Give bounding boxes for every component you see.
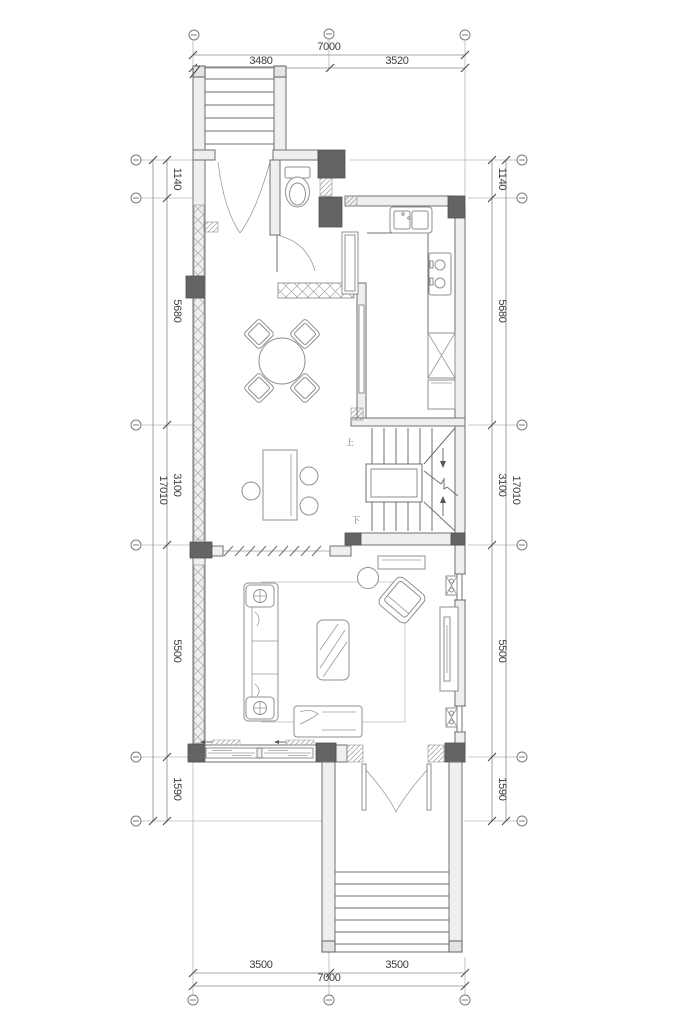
north-entry-stairs <box>190 66 286 150</box>
dim-right-seg5: 1590 <box>496 777 508 801</box>
dining-area <box>242 318 321 520</box>
dim-right-seg3: 3100 <box>496 473 508 497</box>
dining-table <box>259 338 305 384</box>
kitchen-cabinet <box>428 380 455 409</box>
wc-room <box>277 167 315 272</box>
dim-top-total: 7000 <box>317 41 341 53</box>
stair-up-label: 上 <box>346 438 354 447</box>
toilet-icon <box>285 167 310 207</box>
dim-bottom-total: 7000 <box>317 972 341 984</box>
console-table <box>378 556 425 569</box>
dim-bottom-seg1: 3500 <box>249 959 273 971</box>
dim-left-seg5: 1590 <box>171 777 183 801</box>
sofa <box>244 583 278 721</box>
dim-right-seg1: 1140 <box>496 167 508 191</box>
kitchen-sink-icon <box>390 207 432 233</box>
dim-right-seg2: 5680 <box>496 299 508 323</box>
bench-daybed <box>294 706 362 737</box>
stair-arrow-up-icon <box>440 496 446 503</box>
south-windows <box>200 740 314 758</box>
dim-bottom-seg2: 3500 <box>385 959 409 971</box>
dim-right-total: 17010 <box>510 475 522 505</box>
tall-cabinet <box>342 232 358 294</box>
divider-sliding-door <box>223 546 330 556</box>
coffee-table <box>317 620 349 680</box>
dim-right-seg4: 5500 <box>496 639 508 663</box>
south-exterior-stairs <box>335 872 449 952</box>
dim-top-seg1: 3480 <box>249 55 273 67</box>
fridge-space <box>428 333 455 378</box>
cooktop-icon <box>429 253 451 295</box>
dim-left-seg1: 1140 <box>171 167 183 191</box>
dim-left-seg3: 3100 <box>171 473 183 497</box>
dim-left-seg2: 5680 <box>171 299 183 323</box>
dim-left-seg4: 5500 <box>171 639 183 663</box>
dim-left-total: 17010 <box>157 475 169 505</box>
study-desk <box>242 450 318 520</box>
interior-staircase <box>346 428 458 531</box>
side-table <box>358 568 379 589</box>
dimension-labels <box>157 41 522 984</box>
stair-arrow-down-icon <box>440 461 446 468</box>
tv-cabinet <box>440 607 458 691</box>
south-porch <box>322 762 462 952</box>
living-room <box>244 556 458 737</box>
south-double-door <box>362 764 431 812</box>
wc-door-swing <box>277 235 315 271</box>
dim-top-seg2: 3520 <box>385 55 409 67</box>
entry-double-door <box>218 162 270 233</box>
stair-down-label: 下 <box>352 516 360 525</box>
